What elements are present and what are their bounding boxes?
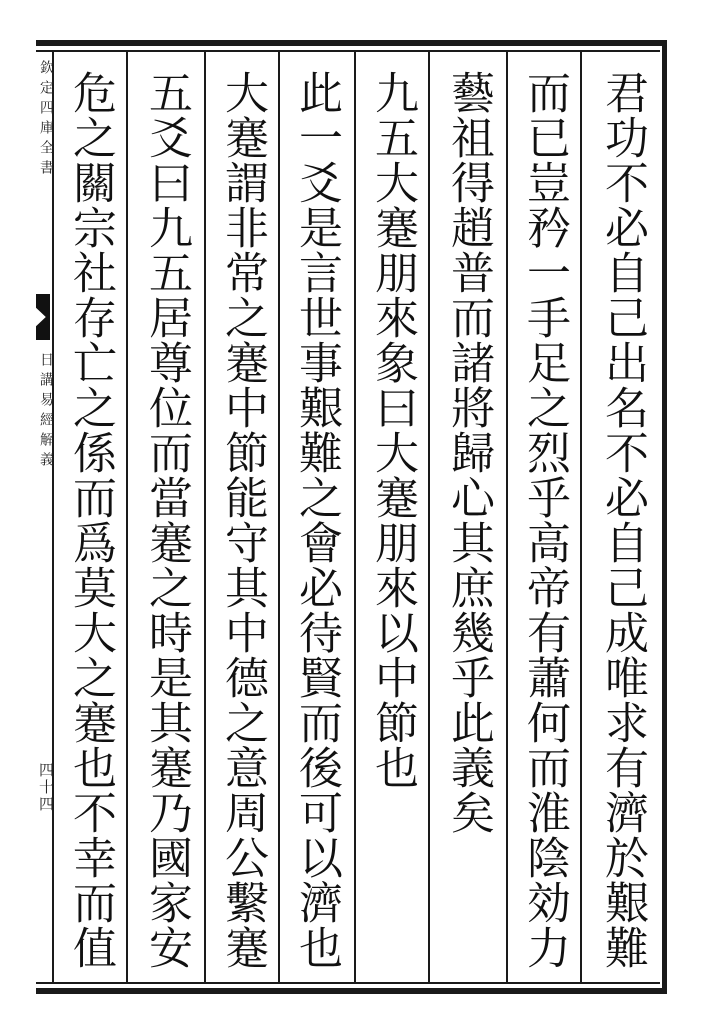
column-rule xyxy=(204,50,206,984)
text-column-8: 危之關宗社存亡之係而爲莫大之蹇也不幸而值 xyxy=(65,70,116,970)
frame-top-border xyxy=(36,40,666,46)
margin-page-number: 四十四 xyxy=(37,762,55,813)
text-column-7: 五爻曰九五居尊位而當蹇之時是其蹇乃國家安 xyxy=(141,70,192,970)
text-column-5: 此一爻是言世事艱難之會必待賢而後可以濟也 xyxy=(291,70,342,970)
frame-inner-top-border xyxy=(36,50,660,52)
text-column-2: 而已豈矜一手足之烈乎高帝有蕭何而淮陰効力 xyxy=(519,70,570,970)
column-rule xyxy=(126,50,128,984)
text-column-3: 藝祖得趙普而諸將歸心其庶幾乎此義矣 xyxy=(443,70,494,835)
column-rule xyxy=(580,50,582,984)
frame-right-border xyxy=(662,40,667,994)
text-column-4: 九五大蹇朋來象曰大蹇朋來以中節也 xyxy=(367,70,418,790)
fishtail-mark xyxy=(36,294,50,340)
column-rule xyxy=(278,50,280,984)
column-rule xyxy=(506,50,508,984)
margin-series-title: 欽定四庫全書 xyxy=(38,60,54,180)
frame-inner-bottom-border xyxy=(36,982,660,984)
column-rule xyxy=(52,50,54,984)
column-rule xyxy=(354,50,356,984)
frame-bottom-border xyxy=(36,988,666,994)
text-column-6: 大蹇謂非常之蹇中節能守其中德之意周公繫蹇 xyxy=(217,70,268,970)
text-column-1: 君功不必自己出名不必自己成唯求有濟於艱難 xyxy=(597,70,648,970)
margin-book-title: 日講易經解義 xyxy=(38,352,54,472)
column-rule xyxy=(428,50,430,984)
